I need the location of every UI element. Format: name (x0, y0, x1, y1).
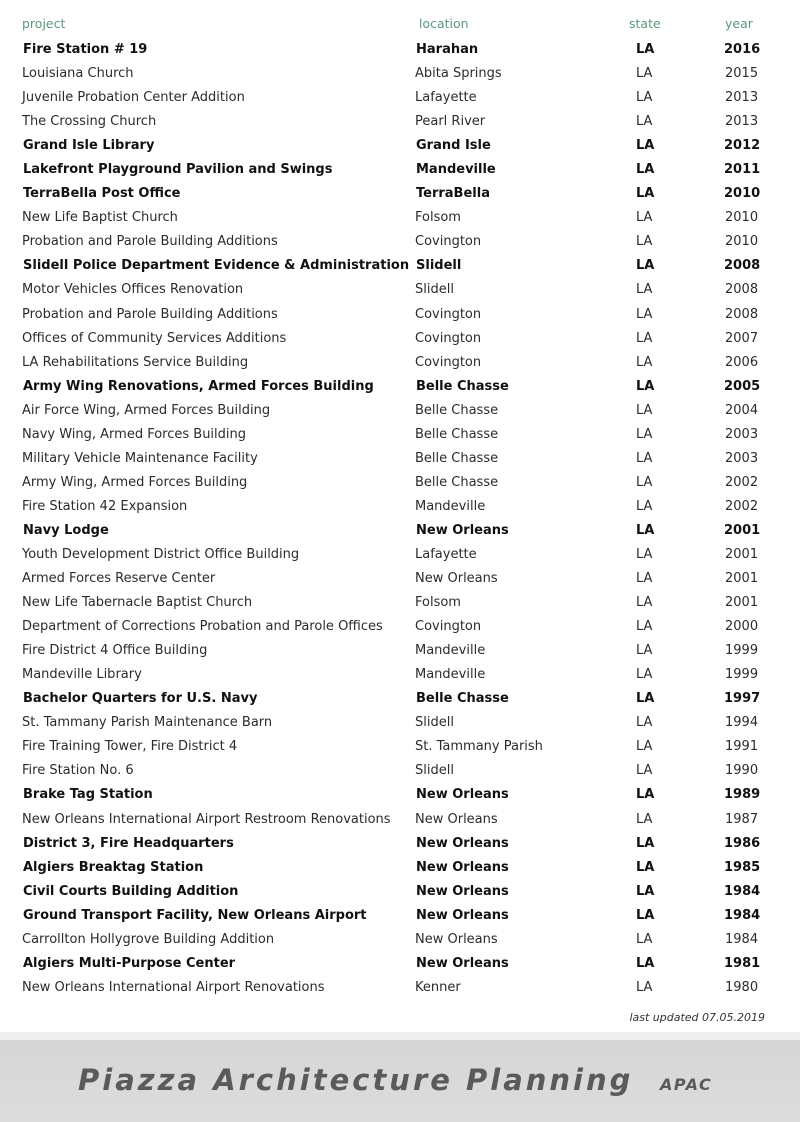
project-year: 1984 (725, 931, 759, 947)
project-location: Covington (415, 619, 482, 635)
project-location: Covington (415, 330, 482, 346)
table-row (0, 38, 800, 62)
project-location: Covington (415, 234, 482, 250)
project-name: Juvenile Probation Center Addition (22, 90, 245, 106)
project-location: Lafayette (415, 90, 477, 106)
table-row (0, 230, 800, 254)
project-name: Fire Station 42 Expansion (22, 498, 188, 514)
project-location: Belle Chasse (415, 450, 499, 466)
project-year: 1981 (724, 955, 761, 971)
project-location: New Orleans (416, 883, 509, 899)
project-year: 2003 (725, 426, 759, 442)
project-year: 2000 (725, 619, 759, 635)
project-location: New Orleans (416, 522, 509, 538)
project-name: Air Force Wing, Armed Forces Building (22, 402, 271, 418)
project-location: Mandeville (416, 162, 496, 178)
header-project: project (22, 16, 66, 31)
project-state: LA (636, 571, 653, 587)
project-location: Belle Chasse (415, 426, 499, 442)
project-location: New Orleans (416, 835, 509, 851)
project-name: Army Wing Renovations, Armed Forces Building (23, 378, 374, 394)
project-year: 1987 (725, 811, 759, 827)
project-state: LA (636, 282, 653, 298)
project-location: Mandeville (415, 667, 486, 683)
table-row (0, 447, 800, 471)
project-location: Lafayette (415, 546, 477, 562)
project-year: 2010 (724, 186, 761, 202)
project-name: Motor Vehicles Offices Renovation (22, 282, 244, 298)
project-location: Mandeville (415, 498, 486, 514)
project-name: Military Vehicle Maintenance Facility (22, 450, 258, 466)
table-row (0, 519, 800, 543)
project-year: 2010 (725, 234, 759, 250)
project-name: Carrollton Hollygrove Building Addition (22, 931, 275, 947)
project-year: 1991 (725, 739, 759, 755)
table-row (0, 711, 800, 735)
project-state: LA (636, 715, 653, 731)
project-state: LA (636, 114, 653, 130)
table-row (0, 567, 800, 591)
project-location: Belle Chasse (416, 691, 509, 707)
table-row (0, 687, 800, 711)
table-row (0, 591, 800, 615)
project-name: Department of Corrections Probation and Parole Offices (22, 619, 383, 635)
project-name: Probation and Parole Building Additions (22, 306, 278, 322)
project-table-body (0, 38, 800, 1000)
project-year: 2008 (725, 306, 759, 322)
project-state: LA (636, 210, 653, 226)
project-name: District 3, Fire Headquarters (23, 835, 234, 851)
project-state: LA (636, 354, 653, 370)
table-row (0, 904, 800, 928)
project-year: 2001 (725, 571, 759, 587)
project-location: St. Tammany Parish (415, 739, 543, 755)
table-row (0, 615, 800, 639)
project-location: Covington (415, 354, 482, 370)
project-year: 1999 (725, 667, 759, 683)
project-location: Pearl River (415, 114, 486, 130)
table-row (0, 808, 800, 832)
project-name: Offices of Community Services Additions (22, 330, 287, 346)
project-name: Navy Wing, Armed Forces Building (22, 426, 247, 442)
project-year: 2004 (725, 402, 759, 418)
project-year: 2002 (725, 474, 759, 490)
project-year: 2015 (725, 66, 759, 82)
project-name: St. Tammany Parish Maintenance Barn (22, 715, 273, 731)
table-row (0, 351, 800, 375)
project-year: 2002 (725, 498, 759, 514)
project-location: Harahan (416, 42, 479, 57)
table-row (0, 158, 800, 182)
project-state: LA (636, 763, 653, 779)
project-year: 1994 (725, 715, 759, 731)
project-state: LA (636, 979, 653, 995)
project-name: Armed Forces Reserve Center (22, 571, 216, 587)
project-state: LA (636, 787, 655, 803)
project-year: 2012 (724, 138, 761, 154)
project-year: 1984 (724, 907, 761, 923)
project-location: Belle Chasse (415, 402, 499, 418)
project-state: LA (636, 595, 653, 611)
table-row (0, 976, 800, 1000)
table-row (0, 783, 800, 807)
table-row (0, 182, 800, 206)
project-location: TerraBella (416, 186, 490, 202)
project-state: LA (636, 138, 655, 154)
project-location: Slidell (415, 282, 454, 298)
footer-divider (0, 1032, 800, 1040)
project-name: Louisiana Church (22, 66, 134, 82)
table-row (0, 399, 800, 423)
project-year: 2016 (724, 42, 761, 57)
project-year: 2013 (725, 90, 759, 106)
firm-abbreviation: APAC (660, 1075, 713, 1094)
table-row (0, 952, 800, 976)
project-name: Navy Lodge (23, 522, 109, 538)
project-year: 2001 (725, 546, 759, 562)
project-name: Fire Training Tower, Fire District 4 (22, 739, 238, 755)
project-location: New Orleans (415, 811, 498, 827)
project-year: 2001 (724, 522, 761, 538)
project-state: LA (636, 811, 653, 827)
header-year: year (725, 16, 753, 31)
project-year: 2006 (725, 354, 759, 370)
table-row (0, 880, 800, 904)
project-state: LA (636, 186, 655, 202)
project-location: New Orleans (415, 571, 498, 587)
project-year: 2008 (724, 258, 761, 274)
project-year: 2001 (725, 595, 759, 611)
project-state: LA (636, 378, 655, 394)
table-row (0, 86, 800, 110)
project-name: New Life Baptist Church (22, 210, 178, 226)
project-name: Fire Station # 19 (23, 42, 148, 57)
project-location: New Orleans (416, 955, 509, 971)
project-year: 1985 (724, 859, 761, 875)
project-year: 1999 (725, 643, 759, 659)
project-year: 2011 (724, 162, 761, 178)
project-location: Abita Springs (415, 66, 502, 82)
table-row (0, 928, 800, 952)
project-name: Grand Isle Library (23, 138, 155, 154)
project-location: Folsom (415, 210, 461, 226)
table-row (0, 543, 800, 567)
project-state: LA (636, 162, 655, 178)
project-location: Folsom (415, 595, 461, 611)
project-state: LA (636, 66, 653, 82)
project-name: Bachelor Quarters for U.S. Navy (23, 691, 258, 707)
last-updated-note: last updated 07.05.2019 (629, 1011, 765, 1024)
table-row (0, 303, 800, 327)
project-name: LA Rehabilitations Service Building (22, 354, 249, 370)
project-state: LA (636, 739, 653, 755)
project-name: TerraBella Post Office (23, 186, 181, 202)
firm-name: Piazza Architecture Planning (78, 1063, 634, 1097)
table-row (0, 206, 800, 230)
project-year: 2003 (725, 450, 759, 466)
project-location: Belle Chasse (415, 474, 499, 490)
table-row (0, 856, 800, 880)
project-state: LA (636, 835, 655, 851)
project-location: Covington (415, 306, 482, 322)
project-name: Algiers Multi-Purpose Center (23, 955, 236, 971)
project-name: Fire District 4 Office Building (22, 643, 208, 659)
project-location: Slidell (415, 763, 454, 779)
project-name: Brake Tag Station (23, 787, 153, 803)
table-row (0, 254, 800, 278)
project-name: Slidell Police Department Evidence & Administration (23, 258, 410, 274)
table-header (0, 16, 800, 34)
project-state: LA (636, 883, 655, 899)
project-state: LA (636, 498, 653, 514)
project-name: Probation and Parole Building Additions (22, 234, 278, 250)
project-location: New Orleans (416, 907, 509, 923)
project-year: 1997 (724, 691, 761, 707)
project-name: Civil Courts Building Addition (23, 883, 239, 899)
table-row (0, 62, 800, 86)
project-name: The Crossing Church (22, 114, 157, 130)
project-state: LA (636, 450, 653, 466)
project-name: Algiers Breaktag Station (23, 859, 204, 875)
table-row (0, 375, 800, 399)
table-row (0, 423, 800, 447)
project-year: 1990 (725, 763, 759, 779)
project-state: LA (636, 546, 653, 562)
project-state: LA (636, 859, 655, 875)
table-row (0, 327, 800, 351)
project-year: 1989 (724, 787, 761, 803)
header-location: location (419, 16, 469, 31)
project-year: 2008 (725, 282, 759, 298)
project-state: LA (636, 522, 655, 538)
project-state: LA (636, 258, 655, 274)
project-state: LA (636, 474, 653, 490)
project-year: 2010 (725, 210, 759, 226)
project-location: Kenner (415, 979, 461, 995)
table-row (0, 278, 800, 302)
table-row (0, 471, 800, 495)
project-name: Ground Transport Facility, New Orleans Airport (23, 907, 367, 923)
project-state: LA (636, 234, 653, 250)
project-state: LA (636, 667, 653, 683)
project-location: New Orleans (415, 931, 498, 947)
project-state: LA (636, 402, 653, 418)
table-row (0, 759, 800, 783)
project-name: Lakefront Playground Pavilion and Swings (23, 162, 333, 178)
project-name: Youth Development District Office Building (22, 546, 300, 562)
project-state: LA (636, 691, 655, 707)
project-state: LA (636, 619, 653, 635)
project-year: 2013 (725, 114, 759, 130)
project-state: LA (636, 42, 655, 57)
table-row (0, 110, 800, 134)
table-row (0, 832, 800, 856)
project-year: 1986 (724, 835, 761, 851)
project-state: LA (636, 90, 653, 106)
project-state: LA (636, 907, 655, 923)
project-state: LA (636, 955, 655, 971)
project-year: 2005 (724, 378, 761, 394)
table-row (0, 735, 800, 759)
project-state: LA (636, 330, 653, 346)
project-location: Belle Chasse (416, 378, 509, 394)
project-location: Slidell (416, 258, 462, 274)
project-state: LA (636, 306, 653, 322)
table-row (0, 495, 800, 519)
project-state: LA (636, 643, 653, 659)
table-row (0, 639, 800, 663)
project-year: 2007 (725, 330, 759, 346)
project-year: 1980 (725, 979, 759, 995)
project-location: Slidell (415, 715, 454, 731)
project-location: Grand Isle (416, 138, 491, 154)
project-name: Fire Station No. 6 (22, 763, 134, 779)
project-year: 1984 (724, 883, 761, 899)
project-name: New Orleans International Airport Restroom Renovations (22, 811, 391, 827)
project-name: Mandeville Library (22, 667, 142, 683)
project-location: Mandeville (415, 643, 486, 659)
project-name: Army Wing, Armed Forces Building (22, 474, 248, 490)
table-row (0, 134, 800, 158)
project-state: LA (636, 426, 653, 442)
project-name: New Life Tabernacle Baptist Church (22, 595, 253, 611)
table-row (0, 663, 800, 687)
project-location: New Orleans (416, 859, 509, 875)
project-state: LA (636, 931, 653, 947)
project-name: New Orleans International Airport Renovations (22, 979, 325, 995)
header-state: state (629, 16, 661, 31)
project-location: New Orleans (416, 787, 509, 803)
